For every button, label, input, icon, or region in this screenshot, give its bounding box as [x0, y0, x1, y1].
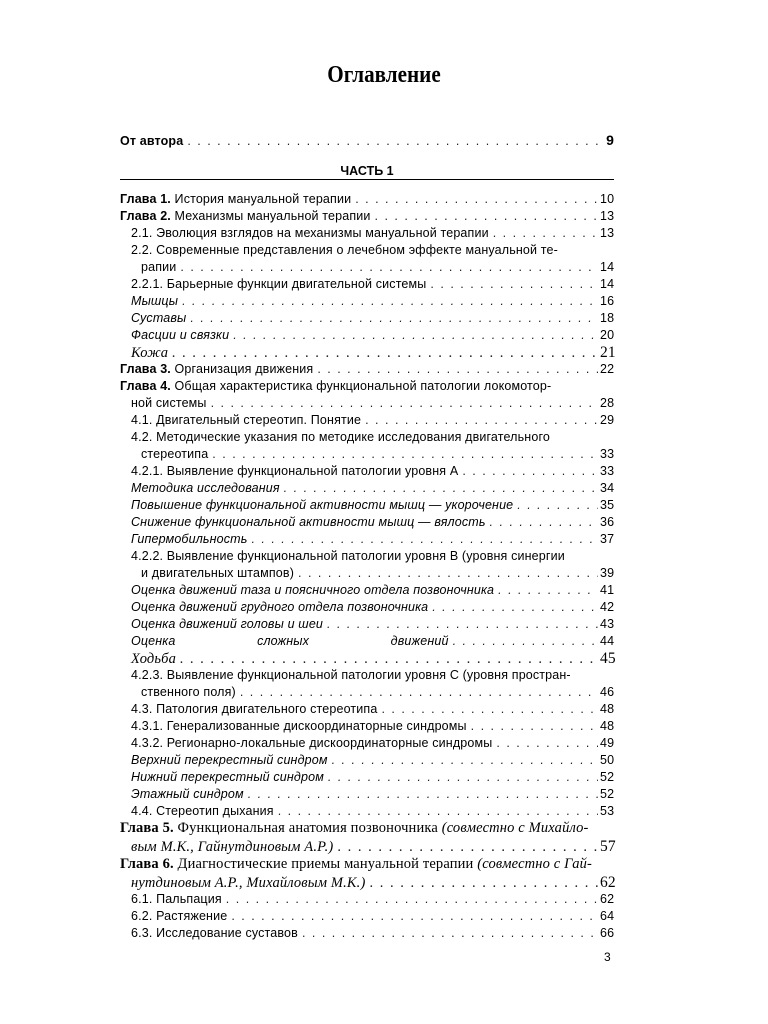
dot-leader — [337, 839, 598, 856]
toc-entry-title: Оценка движений таза и поясничного отдела позвоночника — [131, 583, 495, 597]
toc-entry-title: 6.2. Растяжение — [131, 909, 228, 923]
dot-leader — [278, 803, 598, 820]
dot-leader — [240, 684, 598, 701]
toc-entry[interactable] — [131, 327, 614, 344]
toc-entry[interactable] — [131, 599, 614, 616]
toc-entry[interactable] — [131, 616, 614, 633]
toc-entry-title: Диагностические приемы мануальной терапии — [173, 856, 478, 872]
dot-leader — [284, 480, 598, 497]
toc-entry-title: Верхний перекрестный синдром — [131, 753, 328, 767]
toc-entry-title: Нижний перекрестный синдром — [131, 770, 324, 784]
toc-page-number: 43 — [600, 617, 615, 631]
dot-leader — [327, 616, 598, 633]
toc-entry-continuation[interactable] — [141, 565, 614, 582]
chapter-label: Глава 2. — [120, 209, 171, 223]
toc-entry[interactable] — [131, 650, 614, 667]
toc-entry-title: и двигательных штампов) — [141, 566, 295, 580]
toc-entry-title: 4.2. Методические указания по методике исследования двигательного — [131, 430, 550, 444]
toc-entry[interactable] — [120, 191, 614, 208]
toc-entry-continuation[interactable] — [131, 838, 614, 855]
toc-entry-title: Гипермобильность — [131, 532, 248, 546]
toc-entry-title: 4.2.2. Выявление функциональной патологии уровня В (уровня синергии — [131, 549, 565, 563]
dot-leader — [180, 651, 598, 668]
part-rule — [120, 179, 614, 180]
dot-leader — [211, 395, 598, 412]
toc-entry-continuation[interactable] — [141, 259, 614, 276]
toc-page-number: 66 — [600, 926, 615, 940]
toc-page-number: 18 — [600, 311, 615, 325]
dot-leader — [172, 345, 598, 362]
toc-entry[interactable] — [120, 208, 614, 225]
toc-entry[interactable] — [131, 514, 614, 531]
toc-entry-title: Ходьба — [131, 651, 177, 667]
toc-entry-title: Общая характеристика функциональной патологии локомотор- — [170, 379, 552, 393]
toc-entry[interactable] — [131, 310, 614, 327]
toc-entry-title: 4.2.1. Выявление функциональной патологии уровня А — [131, 464, 459, 478]
toc-entry-title: Оценка движений головы и шеи — [131, 617, 324, 631]
toc-page-number: 62 — [600, 892, 615, 906]
dot-leader — [430, 276, 598, 293]
toc-entry[interactable] — [131, 531, 614, 548]
toc-entry[interactable] — [131, 925, 614, 942]
toc-entry-title: Функциональная анатомия позвоночника — [173, 820, 442, 836]
toc-entry-title: Мышцы — [131, 294, 179, 308]
toc-entry[interactable] — [131, 718, 614, 735]
toc-entry-coauthors: вым М.К., Гайнутдиновым А.Р.) — [131, 839, 334, 855]
toc-entry[interactable] — [131, 412, 614, 429]
toc-entry-title: Механизмы мануальной терапии — [170, 209, 371, 223]
toc-entry-coauthors: нутдиновым А.Р., Михайловым М.К.) — [131, 875, 366, 891]
toc-page-number: 64 — [600, 909, 615, 923]
toc-entry-title: ной системы — [131, 396, 207, 410]
toc-entry-title: 2.2. Современные представления о лечебном эффекте мануальной те- — [131, 243, 558, 257]
toc-entry-title: Фасции и связки — [131, 328, 230, 342]
toc-page-number: 52 — [600, 770, 615, 784]
dot-leader — [248, 786, 598, 803]
toc-entry-title: Снижение функциональной активности мышц — вялость — [131, 515, 486, 529]
toc-page-number: 39 — [600, 566, 615, 580]
chapter-label: Глава 1. — [120, 192, 171, 206]
toc-entry-continuation[interactable] — [131, 874, 614, 891]
dot-leader — [180, 259, 598, 276]
toc-page-number: 21 — [600, 344, 616, 361]
dot-leader — [187, 133, 598, 150]
toc-entry-title: Оценка сложных движений — [131, 634, 449, 648]
toc-page-number: 44 — [600, 634, 615, 648]
toc-entry[interactable] — [131, 803, 614, 820]
dot-leader — [471, 718, 598, 735]
toc-entry[interactable] — [131, 242, 614, 259]
toc-entry[interactable] — [131, 463, 614, 480]
toc-entry-title: Организация движения — [170, 362, 314, 376]
chapter-label: Глава 5. — [120, 820, 174, 836]
toc-entry[interactable] — [120, 820, 614, 837]
toc-entry-coauthors: (совместно с Гай- — [477, 856, 592, 872]
dot-leader — [381, 701, 598, 718]
toc-entry[interactable] — [131, 752, 614, 769]
toc-entry-title: 4.3.2. Регионарно-локальные дискоординаторные синдромы — [131, 736, 493, 750]
dot-leader — [490, 514, 598, 531]
toc-entry-title: 4.4. Стереотип дыхания — [131, 804, 274, 818]
toc-entry-title: 4.3. Патология двигательного стереотипа — [131, 702, 378, 716]
dot-leader — [369, 875, 598, 892]
toc-entry[interactable] — [131, 293, 614, 310]
toc-entry-title: стереотипа — [141, 447, 209, 461]
dot-leader — [462, 463, 598, 480]
toc-page-number: 28 — [600, 396, 615, 410]
toc-entry[interactable] — [120, 132, 614, 149]
dot-leader — [496, 735, 598, 752]
toc-entry-title: рапии — [141, 260, 177, 274]
toc-entry[interactable] — [131, 548, 614, 565]
dot-leader — [453, 633, 598, 650]
toc-entry[interactable] — [131, 497, 614, 514]
toc-entry-continuation[interactable] — [141, 446, 614, 463]
toc-entry[interactable] — [131, 480, 614, 497]
dot-leader — [233, 327, 598, 344]
dot-leader — [190, 310, 598, 327]
dot-leader — [355, 191, 598, 208]
toc-entry-title: 4.1. Двигательный стереотип. Понятие — [131, 413, 362, 427]
toc-page-number: 48 — [600, 719, 615, 733]
dot-leader — [517, 497, 598, 514]
toc-page-number: 20 — [600, 328, 615, 342]
toc-entry[interactable] — [120, 361, 614, 378]
toc-page-number: 14 — [600, 260, 615, 274]
toc-entry-title: 6.3. Исследование суставов — [131, 926, 298, 940]
dot-leader — [182, 293, 598, 310]
toc-entry[interactable] — [131, 786, 614, 803]
dot-leader — [231, 908, 598, 925]
toc-entry[interactable] — [120, 378, 614, 395]
toc-entry[interactable] — [131, 667, 614, 684]
toc-page-number: 53 — [600, 804, 615, 818]
toc-page-number: 42 — [600, 600, 615, 614]
chapter-label: Глава 3. — [120, 362, 171, 376]
toc-page-number: 13 — [600, 209, 615, 223]
dot-leader — [251, 531, 598, 548]
toc-entry-title: Суставы — [131, 311, 187, 325]
dot-leader — [493, 225, 598, 242]
chapter-label: Глава 4. — [120, 379, 171, 393]
toc-page-number: 13 — [600, 226, 615, 240]
toc-entry-continuation[interactable] — [141, 684, 614, 701]
toc-entry-title: Повышение функциональной активности мышц — укорочение — [131, 498, 514, 512]
toc-page-number: 33 — [600, 464, 615, 478]
dot-leader — [298, 565, 598, 582]
toc-entry-coauthors: (совместно с Михайло- — [441, 820, 589, 836]
toc-page-number: 48 — [600, 702, 615, 716]
toc-page-number: 45 — [600, 650, 616, 667]
dot-leader — [328, 769, 598, 786]
toc-entry-title: ственного поля) — [141, 685, 236, 699]
toc-entry[interactable] — [131, 225, 614, 242]
toc-entry[interactable] — [131, 735, 614, 752]
toc-page-number: 50 — [600, 753, 615, 767]
toc-entry-title: 4.2.3. Выявление функциональной патологии уровня С (уровня простран- — [131, 668, 571, 682]
toc-page-number: 16 — [600, 294, 615, 308]
part-label: ЧАСТЬ 1 — [340, 164, 394, 178]
toc-page-number: 36 — [600, 515, 615, 529]
toc-page-number: 46 — [600, 685, 615, 699]
toc-entry-title: 6.1. Пальпация — [131, 892, 222, 906]
toc-page-number: 33 — [600, 447, 615, 461]
part-heading — [120, 164, 614, 182]
toc-entry[interactable] — [131, 429, 614, 446]
toc-entry[interactable] — [131, 701, 614, 718]
page-number: 3 — [604, 950, 611, 964]
page-title: Оглавление — [327, 62, 441, 88]
toc-page-number: 52 — [600, 787, 615, 801]
dot-leader — [365, 412, 598, 429]
toc-entry-title: Кожа — [131, 345, 169, 361]
toc-entry-title: 4.3.1. Генерализованные дискоординаторные синдромы — [131, 719, 467, 733]
toc-page-number: 10 — [600, 192, 615, 206]
chapter-label: Глава 6. — [120, 856, 174, 872]
dot-leader — [226, 891, 598, 908]
toc-entry[interactable] — [131, 633, 614, 650]
toc-page-number: 41 — [600, 583, 615, 597]
dot-leader — [317, 361, 598, 378]
toc-page-number: 29 — [600, 413, 615, 427]
toc-entry-continuation[interactable] — [131, 395, 614, 412]
toc-page-number: 9 — [606, 132, 614, 148]
toc-page-number: 22 — [600, 362, 615, 376]
toc-page-number: 49 — [600, 736, 615, 750]
toc-page-number: 35 — [600, 498, 615, 512]
dot-leader — [212, 446, 598, 463]
toc-entry-title: Этажный синдром — [131, 787, 244, 801]
toc-entry[interactable] — [131, 891, 614, 908]
toc-page-number: 57 — [600, 838, 616, 855]
toc-entry-title: Оценка движений грудного отдела позвоночника — [131, 600, 429, 614]
toc-entry[interactable] — [131, 908, 614, 925]
toc-entry[interactable] — [131, 582, 614, 599]
toc-entry-title: 2.2.1. Барьерные функции двигательной системы — [131, 277, 427, 291]
toc-entry-title: История мануальной терапии — [170, 192, 352, 206]
toc-page-number: 62 — [600, 874, 616, 891]
dot-leader — [375, 208, 598, 225]
dot-leader — [498, 582, 598, 599]
toc-entry[interactable] — [131, 769, 614, 786]
toc-entry[interactable] — [120, 856, 614, 873]
dot-leader — [302, 925, 598, 942]
toc-entry-label: От автора — [120, 134, 184, 148]
toc-page-number: 37 — [600, 532, 615, 546]
toc-entry[interactable] — [131, 344, 614, 361]
toc-entry[interactable] — [131, 276, 614, 293]
toc-entry-title: Методика исследования — [131, 481, 280, 495]
toc-page-number: 34 — [600, 481, 615, 495]
dot-leader — [432, 599, 598, 616]
dot-leader — [332, 752, 598, 769]
toc-entry-title: 2.1. Эволюция взглядов на механизмы мануальной терапии — [131, 226, 489, 240]
toc-page-number: 14 — [600, 277, 615, 291]
